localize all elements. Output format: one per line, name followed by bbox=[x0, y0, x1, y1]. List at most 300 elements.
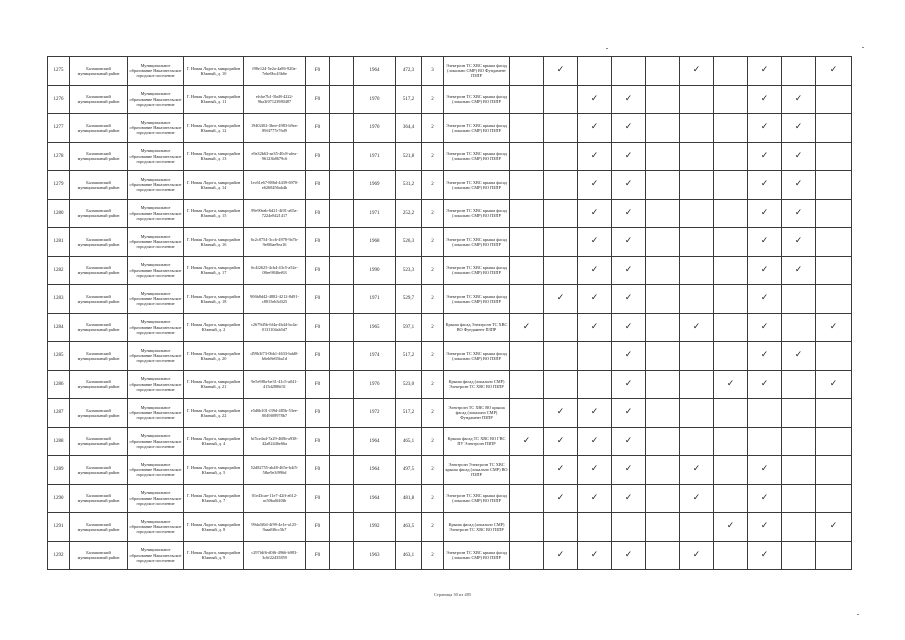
check-mark-icon: ✓ bbox=[748, 114, 782, 143]
cell-house-code: f98e124-5e2a-4a86-920a-7ebe0bc43b6e bbox=[244, 57, 306, 86]
cell-area: 497,5 bbox=[396, 456, 422, 485]
cell-empty bbox=[680, 399, 714, 428]
cell-works: Электроэн ТС ХВС крыша фасад (локально СМР) ВО ПЗПР bbox=[444, 285, 510, 314]
cell-number: 1291 bbox=[48, 513, 70, 542]
cell-empty bbox=[330, 142, 354, 171]
cell-year: 1970 bbox=[354, 85, 396, 114]
cell-address: Г. Новая Ладога, микрорайон Южный, д. 7 bbox=[184, 484, 244, 513]
check-mark-icon: ✓ bbox=[578, 456, 612, 485]
cell-quantity: 2 bbox=[422, 114, 444, 143]
cell-empty bbox=[330, 427, 354, 456]
check-mark-icon: ✓ bbox=[612, 142, 646, 171]
cell-address: Г. Новая Ладога, микрорайон Южный, д. 11 bbox=[184, 85, 244, 114]
cell-district: Балашовский муниципальный район bbox=[70, 256, 128, 285]
cell-energy-class: F0 bbox=[306, 199, 330, 228]
cell-empty bbox=[330, 171, 354, 200]
cell-empty bbox=[680, 199, 714, 228]
cell-empty bbox=[612, 513, 646, 542]
check-mark-icon: ✓ bbox=[578, 228, 612, 257]
cell-number: 1278 bbox=[48, 142, 70, 171]
cell-empty bbox=[816, 171, 852, 200]
cell-empty bbox=[714, 199, 748, 228]
cell-district: Балашовский муниципальный район bbox=[70, 114, 128, 143]
table-row bbox=[48, 313, 852, 342]
cell-municipality: Муниципальное образование Наказательское городское поселение bbox=[128, 114, 184, 143]
cell-empty bbox=[680, 256, 714, 285]
check-mark-icon: ✓ bbox=[748, 57, 782, 86]
cell-empty bbox=[612, 57, 646, 86]
cell-address: Г. Новая Ладога, микрорайон Южный, д. 21 bbox=[184, 370, 244, 399]
check-mark-icon: ✓ bbox=[544, 399, 578, 428]
cell-empty bbox=[714, 228, 748, 257]
cell-area: 521,8 bbox=[396, 142, 422, 171]
cell-municipality: Муниципальное образование Наказательское городское поселение bbox=[128, 513, 184, 542]
cell-energy-class: F0 bbox=[306, 142, 330, 171]
check-mark-icon: ✓ bbox=[782, 228, 816, 257]
cell-quantity: 2 bbox=[422, 541, 444, 570]
cell-works: Электроэн ТС ХВС крыша фасад (локально СМР) ВО ПЗПР bbox=[444, 142, 510, 171]
table-row bbox=[48, 85, 852, 114]
check-mark-icon: ✓ bbox=[578, 285, 612, 314]
cell-year: 1971 bbox=[354, 199, 396, 228]
cell-works: Электроэн ТС ХВС крыша фасад (локально СМР) ВО ПЗПР bbox=[444, 256, 510, 285]
cell-year: 1990 bbox=[354, 256, 396, 285]
cell-municipality: Муниципальное образование Наказательское городское поселение bbox=[128, 370, 184, 399]
cell-area: 517,2 bbox=[396, 85, 422, 114]
cell-area: 252,2 bbox=[396, 199, 422, 228]
cell-number: 1283 bbox=[48, 285, 70, 314]
cell-empty bbox=[714, 484, 748, 513]
cell-empty bbox=[680, 427, 714, 456]
cell-address: Г. Новая Ладога, микрорайон Южный, д. 18 bbox=[184, 285, 244, 314]
check-mark-icon: ✓ bbox=[612, 171, 646, 200]
cell-address: Г. Новая Ладога, микрорайон Южный, д. 15 bbox=[184, 199, 244, 228]
cell-empty bbox=[510, 456, 544, 485]
check-mark-icon: ✓ bbox=[748, 541, 782, 570]
cell-number: 1290 bbox=[48, 484, 70, 513]
cell-empty bbox=[816, 228, 852, 257]
cell-area: 364,4 bbox=[396, 114, 422, 143]
cell-empty bbox=[330, 114, 354, 143]
check-mark-icon: ✓ bbox=[612, 427, 646, 456]
cell-empty bbox=[544, 199, 578, 228]
cell-empty bbox=[578, 370, 612, 399]
cell-works: Электроэн ТС ХВС крыша фасад (локально СМР) ВО ПЗПР bbox=[444, 484, 510, 513]
cell-empty bbox=[680, 85, 714, 114]
cell-house-code: 01e43cae-11e7-42ff-a612-ac50ba0f40fb bbox=[244, 484, 306, 513]
cell-number: 1288 bbox=[48, 427, 70, 456]
cell-quantity: 2 bbox=[422, 228, 444, 257]
cell-empty bbox=[510, 484, 544, 513]
cell-empty bbox=[330, 484, 354, 513]
cell-empty bbox=[510, 256, 544, 285]
cell-empty bbox=[680, 171, 714, 200]
cell-house-code: c2679d5b-6f4a-4b44-bc4a-0131104ab5d7 bbox=[244, 313, 306, 342]
cell-area: 523,0 bbox=[396, 370, 422, 399]
cell-quantity: 2 bbox=[422, 285, 444, 314]
table-row bbox=[48, 484, 852, 513]
check-mark-icon: ✓ bbox=[748, 171, 782, 200]
cell-address: Г. Новая Ладога, микрорайон Южный, д. 20 bbox=[184, 342, 244, 371]
cell-empty bbox=[680, 513, 714, 542]
check-mark-icon: ✓ bbox=[748, 85, 782, 114]
cell-empty bbox=[714, 171, 748, 200]
cell-empty bbox=[646, 285, 680, 314]
cell-works: Электроэн ТС ХВС крыша фасад (локально СМР) ВО ПЗПР bbox=[444, 541, 510, 570]
cell-address: Г. Новая Ладога, микрорайон Южный, д. 16 bbox=[184, 228, 244, 257]
cell-empty bbox=[816, 114, 852, 143]
cell-works: Электроэн ТС ХВС крыша фасад (локально СМР) ВО ПЗПР bbox=[444, 85, 510, 114]
check-mark-icon: ✓ bbox=[578, 484, 612, 513]
cell-works: Электроэн ТС ХВС крыша фасад (локально СМР) ВО ПЗПР bbox=[444, 171, 510, 200]
cell-empty bbox=[544, 171, 578, 200]
cell-area: 523,3 bbox=[396, 256, 422, 285]
cell-empty bbox=[680, 142, 714, 171]
check-mark-icon: ✓ bbox=[680, 313, 714, 342]
cell-municipality: Муниципальное образование Наказательское городское поселение bbox=[128, 427, 184, 456]
cell-year: 1992 bbox=[354, 513, 396, 542]
cell-house-code: 52d82755-ab48-465e-b4f5-5fbe9e3f996d bbox=[244, 456, 306, 485]
table-row bbox=[48, 285, 852, 314]
cell-empty bbox=[782, 313, 816, 342]
check-mark-icon: ✓ bbox=[510, 427, 544, 456]
table-body bbox=[48, 57, 852, 570]
cell-address: Г. Новая Ладога, микрорайон Южный, д. 2 bbox=[184, 313, 244, 342]
check-mark-icon: ✓ bbox=[680, 57, 714, 86]
cell-empty bbox=[714, 85, 748, 114]
check-mark-icon: ✓ bbox=[816, 313, 852, 342]
cell-house-code: e9a32b63-ae35-40c8-afea-96123b8679c6 bbox=[244, 142, 306, 171]
cell-empty bbox=[330, 199, 354, 228]
cell-year: 1971 bbox=[354, 285, 396, 314]
cell-area: 517,2 bbox=[396, 342, 422, 371]
cell-empty bbox=[680, 114, 714, 143]
cell-empty bbox=[646, 456, 680, 485]
cell-empty bbox=[816, 285, 852, 314]
check-mark-icon: ✓ bbox=[748, 228, 782, 257]
cell-empty bbox=[714, 342, 748, 371]
cell-area: 517,2 bbox=[396, 399, 422, 428]
cell-energy-class: F0 bbox=[306, 285, 330, 314]
check-mark-icon: ✓ bbox=[612, 541, 646, 570]
cell-empty bbox=[646, 370, 680, 399]
cell-empty bbox=[646, 256, 680, 285]
cell-municipality: Муниципальное образование Наказательское городское поселение bbox=[128, 171, 184, 200]
check-mark-icon: ✓ bbox=[748, 370, 782, 399]
cell-works: Крыша фасад ТС ХВС ВО ГВС ПУ Электроэн ПЗПР bbox=[444, 427, 510, 456]
cell-empty bbox=[782, 513, 816, 542]
check-mark-icon: ✓ bbox=[612, 370, 646, 399]
cell-house-code: 9e5e9f8a-be31-41c5-a041-415d2886f31 bbox=[244, 370, 306, 399]
check-mark-icon: ✓ bbox=[612, 199, 646, 228]
table-row bbox=[48, 57, 852, 86]
cell-district: Балашовский муниципальный район bbox=[70, 57, 128, 86]
cell-empty bbox=[646, 342, 680, 371]
cell-quantity: 2 bbox=[422, 370, 444, 399]
check-mark-icon: ✓ bbox=[578, 199, 612, 228]
cell-empty bbox=[816, 427, 852, 456]
check-mark-icon: ✓ bbox=[612, 342, 646, 371]
cell-works: Электроэн ТС ХВС крыша фасад (локально СМР) ВО ПЗПР bbox=[444, 114, 510, 143]
table-row bbox=[48, 370, 852, 399]
cell-area: 463,1 bbox=[396, 541, 422, 570]
cell-district: Балашовский муниципальный район bbox=[70, 541, 128, 570]
cell-empty bbox=[816, 85, 852, 114]
cell-house-code: 6c4f2625-4cb4-43c5-a52e-08ee9846ef63 bbox=[244, 256, 306, 285]
cell-district: Балашовский муниципальный район bbox=[70, 228, 128, 257]
cell-empty bbox=[680, 342, 714, 371]
cell-empty bbox=[330, 513, 354, 542]
cell-municipality: Муниципальное образование Наказательское городское поселение bbox=[128, 484, 184, 513]
cell-house-code: e5d6b101-f39d-485b-53ee-0049f08978b7 bbox=[244, 399, 306, 428]
cell-empty bbox=[714, 142, 748, 171]
cell-empty bbox=[646, 313, 680, 342]
cell-empty bbox=[510, 541, 544, 570]
cell-empty bbox=[782, 456, 816, 485]
cell-works: Крыша фасад (локально СМР) Электроэн ТС ХВС ВО ПЗПР bbox=[444, 513, 510, 542]
cell-empty bbox=[646, 85, 680, 114]
cell-energy-class: F0 bbox=[306, 256, 330, 285]
cell-year: 1971 bbox=[354, 142, 396, 171]
cell-empty bbox=[816, 541, 852, 570]
cell-empty bbox=[510, 57, 544, 86]
cell-year: 1964 bbox=[354, 456, 396, 485]
cell-empty bbox=[578, 513, 612, 542]
cell-works: Электроэн Электроэн ТС ХВС крыша фасад (локально СМР) ВО ПЗПР bbox=[444, 456, 510, 485]
cell-energy-class: F0 bbox=[306, 513, 330, 542]
cell-empty bbox=[714, 285, 748, 314]
table-row bbox=[48, 513, 852, 542]
cell-energy-class: F0 bbox=[306, 57, 330, 86]
check-mark-icon: ✓ bbox=[748, 484, 782, 513]
cell-empty bbox=[646, 484, 680, 513]
cell-number: 1275 bbox=[48, 57, 70, 86]
cell-empty bbox=[646, 171, 680, 200]
cell-address: Г. Новая Ладога, микрорайон Южный, д. 9 bbox=[184, 541, 244, 570]
cell-empty bbox=[330, 342, 354, 371]
check-mark-icon: ✓ bbox=[782, 342, 816, 371]
table-row bbox=[48, 456, 852, 485]
check-mark-icon: ✓ bbox=[578, 85, 612, 114]
cell-district: Балашовский муниципальный район bbox=[70, 513, 128, 542]
cell-address: Г. Новая Ладога, микрорайон Южный, д. 14 bbox=[184, 171, 244, 200]
cell-municipality: Муниципальное образование Наказательское городское поселение bbox=[128, 399, 184, 428]
cell-empty bbox=[646, 228, 680, 257]
cell-works: Электроэн ТС ХВС крыша фасад (локально СМР) ВО Фундамент ПЗПР bbox=[444, 57, 510, 86]
cell-house-code: 1ec61e67-886d-4439-6970-e6268456ab4b bbox=[244, 171, 306, 200]
cell-district: Балашовский муниципальный район bbox=[70, 171, 128, 200]
cell-house-code: d59b3f73-0bb1-4633-bdd0-b6eb8e65ba1d bbox=[244, 342, 306, 371]
cell-year: 1972 bbox=[354, 399, 396, 428]
cell-municipality: Муниципальное образование Наказательское городское поселение bbox=[128, 256, 184, 285]
scan-speck bbox=[606, 48, 608, 49]
check-mark-icon: ✓ bbox=[510, 313, 544, 342]
cell-empty bbox=[714, 313, 748, 342]
cell-year: 1968 bbox=[354, 228, 396, 257]
cell-quantity: 2 bbox=[422, 427, 444, 456]
check-mark-icon: ✓ bbox=[816, 513, 852, 542]
cell-energy-class: F0 bbox=[306, 85, 330, 114]
cell-number: 1276 bbox=[48, 85, 70, 114]
cell-empty bbox=[510, 142, 544, 171]
table-row bbox=[48, 342, 852, 371]
cell-empty bbox=[510, 342, 544, 371]
cell-empty bbox=[816, 484, 852, 513]
cell-empty bbox=[782, 285, 816, 314]
cell-empty bbox=[646, 142, 680, 171]
cell-empty bbox=[330, 228, 354, 257]
cell-empty bbox=[330, 456, 354, 485]
cell-empty bbox=[816, 399, 852, 428]
cell-energy-class: F0 bbox=[306, 484, 330, 513]
check-mark-icon: ✓ bbox=[748, 513, 782, 542]
cell-empty bbox=[544, 342, 578, 371]
cell-quantity: 2 bbox=[422, 85, 444, 114]
cell-empty bbox=[714, 114, 748, 143]
cell-municipality: Муниципальное образование Наказательское городское поселение bbox=[128, 228, 184, 257]
table-row bbox=[48, 256, 852, 285]
cell-district: Балашовский муниципальный район bbox=[70, 199, 128, 228]
cell-empty bbox=[510, 513, 544, 542]
check-mark-icon: ✓ bbox=[612, 484, 646, 513]
check-mark-icon: ✓ bbox=[748, 456, 782, 485]
cell-district: Балашовский муниципальный район bbox=[70, 399, 128, 428]
check-mark-icon: ✓ bbox=[680, 484, 714, 513]
check-mark-icon: ✓ bbox=[612, 399, 646, 428]
cell-house-code: bf5ce4a4-7a29-468b-a938-42a82446e66a bbox=[244, 427, 306, 456]
check-mark-icon: ✓ bbox=[748, 256, 782, 285]
check-mark-icon: ✓ bbox=[612, 285, 646, 314]
cell-municipality: Муниципальное образование Наказательское городское поселение bbox=[128, 342, 184, 371]
cell-district: Балашовский муниципальный район bbox=[70, 85, 128, 114]
cell-year: 1965 bbox=[354, 313, 396, 342]
cell-year: 1964 bbox=[354, 484, 396, 513]
cell-number: 1286 bbox=[48, 370, 70, 399]
cell-empty bbox=[544, 370, 578, 399]
cell-municipality: Муниципальное образование Наказательское городское поселение bbox=[128, 199, 184, 228]
cell-empty bbox=[510, 285, 544, 314]
cell-quantity: 2 bbox=[422, 313, 444, 342]
check-mark-icon: ✓ bbox=[680, 456, 714, 485]
check-mark-icon: ✓ bbox=[748, 199, 782, 228]
cell-empty bbox=[816, 199, 852, 228]
cell-address: Г. Новая Ладога, микрорайон Южный, д. 13 bbox=[184, 142, 244, 171]
cell-empty bbox=[714, 57, 748, 86]
cell-house-code: 99da5f0d-4f99-4e1e-a125-9aaa8f6cc5b7 bbox=[244, 513, 306, 542]
check-mark-icon: ✓ bbox=[578, 541, 612, 570]
cell-empty bbox=[510, 228, 544, 257]
cell-municipality: Муниципальное образование Наказательское городское поселение bbox=[128, 313, 184, 342]
cell-empty bbox=[816, 142, 852, 171]
check-mark-icon: ✓ bbox=[782, 85, 816, 114]
cell-empty bbox=[544, 313, 578, 342]
check-mark-icon: ✓ bbox=[782, 199, 816, 228]
cell-energy-class: F0 bbox=[306, 228, 330, 257]
check-mark-icon: ✓ bbox=[816, 370, 852, 399]
page-footer: Страница 30 из 485 bbox=[433, 592, 472, 597]
cell-works: Электроэн ТС ХВС крыша фасад (локально СМР) ВО ПЗПР bbox=[444, 228, 510, 257]
check-mark-icon: ✓ bbox=[544, 57, 578, 86]
cell-energy-class: F0 bbox=[306, 541, 330, 570]
cell-empty bbox=[782, 484, 816, 513]
cell-empty bbox=[330, 541, 354, 570]
cell-empty bbox=[714, 456, 748, 485]
cell-address: Г. Новая Ладога, микрорайон Южный, д. 22 bbox=[184, 399, 244, 428]
cell-empty bbox=[748, 427, 782, 456]
cell-district: Балашовский муниципальный район bbox=[70, 484, 128, 513]
cell-address: Г. Новая Ладога, микрорайон Южный, д. 8 bbox=[184, 513, 244, 542]
cell-year: 1970 bbox=[354, 114, 396, 143]
cell-district: Балашовский муниципальный район bbox=[70, 427, 128, 456]
cell-energy-class: F0 bbox=[306, 370, 330, 399]
cell-empty bbox=[330, 370, 354, 399]
cell-area: 472,3 bbox=[396, 57, 422, 86]
check-mark-icon: ✓ bbox=[578, 142, 612, 171]
cell-empty bbox=[330, 399, 354, 428]
cell-empty bbox=[714, 399, 748, 428]
cell-empty bbox=[680, 285, 714, 314]
cell-empty bbox=[816, 342, 852, 371]
cell-year: 1976 bbox=[354, 370, 396, 399]
check-mark-icon: ✓ bbox=[578, 313, 612, 342]
check-mark-icon: ✓ bbox=[578, 399, 612, 428]
cell-empty bbox=[680, 228, 714, 257]
cell-number: 1289 bbox=[48, 456, 70, 485]
cell-quantity: 2 bbox=[422, 513, 444, 542]
cell-district: Балашовский муниципальный район bbox=[70, 370, 128, 399]
cell-energy-class: F0 bbox=[306, 114, 330, 143]
cell-energy-class: F0 bbox=[306, 171, 330, 200]
cell-empty bbox=[782, 57, 816, 86]
check-mark-icon: ✓ bbox=[612, 85, 646, 114]
cell-area: 529,7 bbox=[396, 285, 422, 314]
cell-municipality: Муниципальное образование Наказательское городское поселение bbox=[128, 541, 184, 570]
cell-empty bbox=[544, 85, 578, 114]
cell-energy-class: F0 bbox=[306, 313, 330, 342]
cell-empty bbox=[782, 427, 816, 456]
cell-municipality: Муниципальное образование Наказательское городское поселение bbox=[128, 456, 184, 485]
check-mark-icon: ✓ bbox=[612, 456, 646, 485]
cell-empty bbox=[510, 114, 544, 143]
cell-empty bbox=[782, 541, 816, 570]
cell-quantity: 2 bbox=[422, 199, 444, 228]
cell-district: Балашовский муниципальный район bbox=[70, 456, 128, 485]
cell-works: Электроэн ТС ХВС ВО крыша фасад (локально СМР) Фундамент ПЗПР bbox=[444, 399, 510, 428]
cell-empty bbox=[578, 342, 612, 371]
cell-empty bbox=[646, 114, 680, 143]
cell-empty bbox=[544, 513, 578, 542]
scan-speck bbox=[862, 47, 864, 48]
cell-empty bbox=[816, 456, 852, 485]
cell-energy-class: F0 bbox=[306, 342, 330, 371]
cell-quantity: 2 bbox=[422, 456, 444, 485]
check-mark-icon: ✓ bbox=[578, 171, 612, 200]
cell-empty bbox=[782, 370, 816, 399]
cell-energy-class: F0 bbox=[306, 427, 330, 456]
cell-municipality: Муниципальное образование Наказательское городское поселение bbox=[128, 142, 184, 171]
register-table bbox=[47, 56, 852, 570]
cell-quantity: 2 bbox=[422, 142, 444, 171]
check-mark-icon: ✓ bbox=[816, 57, 852, 86]
cell-number: 1285 bbox=[48, 342, 70, 371]
cell-municipality: Муниципальное образование Наказательское городское поселение bbox=[128, 57, 184, 86]
cell-district: Балашовский муниципальный район bbox=[70, 313, 128, 342]
table-row bbox=[48, 199, 852, 228]
cell-quantity: 2 bbox=[422, 171, 444, 200]
cell-district: Балашовский муниципальный район bbox=[70, 142, 128, 171]
cell-empty bbox=[330, 313, 354, 342]
cell-address: Г. Новая Ладога, микрорайон Южный, д. 12 bbox=[184, 114, 244, 143]
